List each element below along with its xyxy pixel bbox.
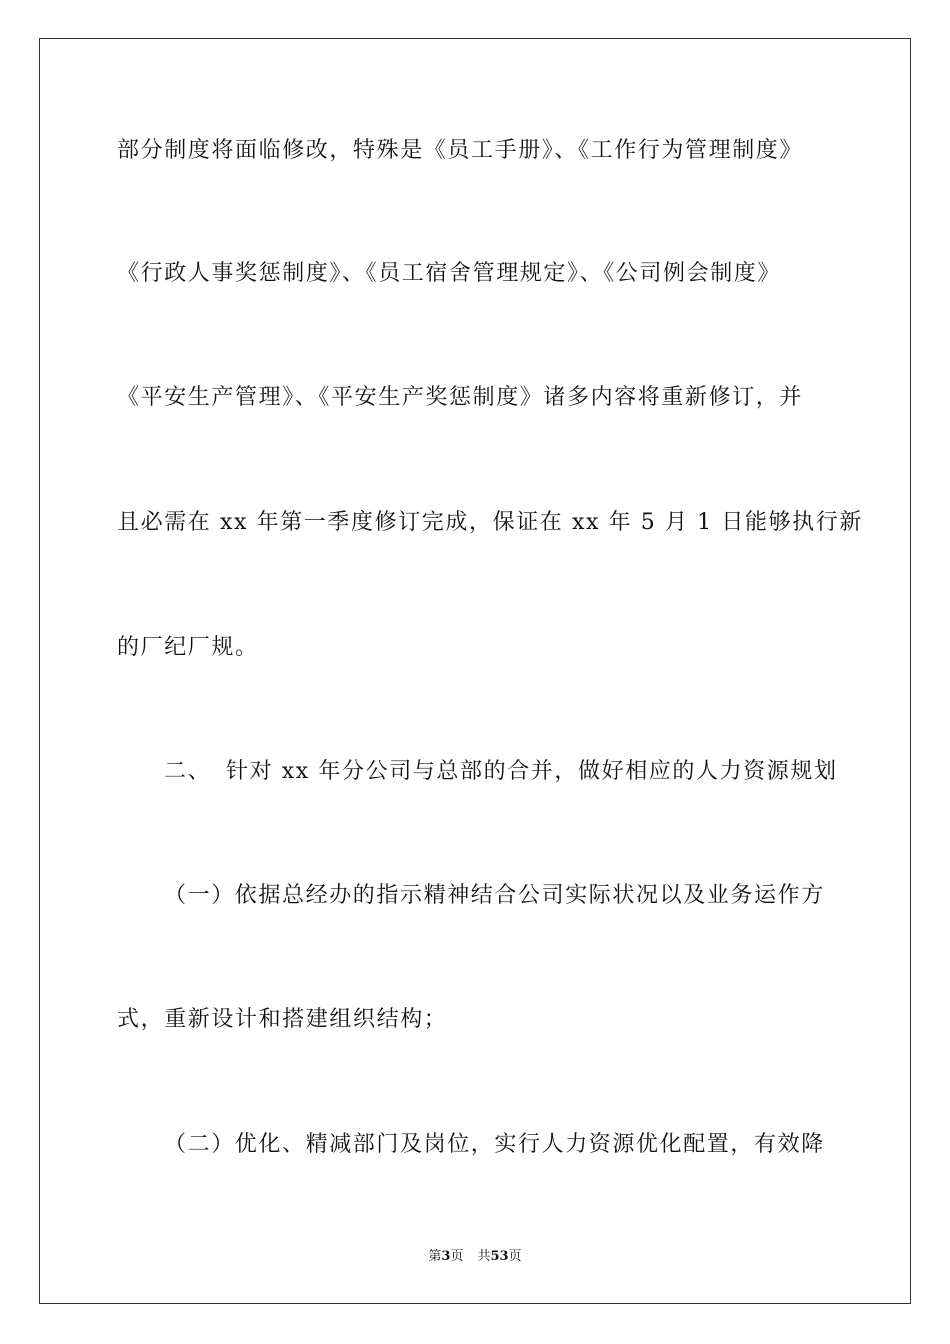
body-line-1: 部分制度将面临修改，特殊是《员工手册》、《工作行为管理制度》 [117, 138, 804, 163]
page-footer [0, 1245, 950, 1264]
footer-total-prefix: 共 [477, 1249, 491, 1264]
footer-total-number: 53 [490, 1249, 509, 1264]
footer-page-prefix: 第 [428, 1249, 442, 1264]
item-1-line-1: （一）依据总经办的指示精神结合公司实际状况以及业务运作方 [164, 883, 825, 908]
footer-page-suffix: 页 [450, 1249, 464, 1264]
section-heading-number: 二、 [164, 759, 212, 784]
page-border [39, 38, 911, 1304]
item-1-line-2: 式，重新设计和搭建组织结构； [117, 1007, 448, 1032]
body-line-3: 《平安生产管理》、《平安生产奖惩制度》诸多内容将重新修订，并 [117, 385, 804, 410]
footer-total-suffix: 页 [508, 1249, 522, 1264]
body-line-4: 且必需在 xx 年第一季度修订完成，保证在 xx 年 5 月 1 日能够执行新 [117, 510, 863, 535]
item-2-line-1: （二）优化、精减部门及岗位，实行人力资源优化配置，有效降 [164, 1132, 825, 1157]
section-heading [164, 757, 838, 787]
footer-page-number: 3 [441, 1249, 451, 1264]
section-heading-text: 针对 xx 年分公司与总部的合并，做好相应的人力资源规划 [226, 759, 838, 784]
body-line-2: 《行政人事奖惩制度》、《员工宿舍管理规定》、《公司例会制度》 [117, 261, 782, 286]
body-line-5: 的厂纪厂规。 [117, 635, 259, 660]
